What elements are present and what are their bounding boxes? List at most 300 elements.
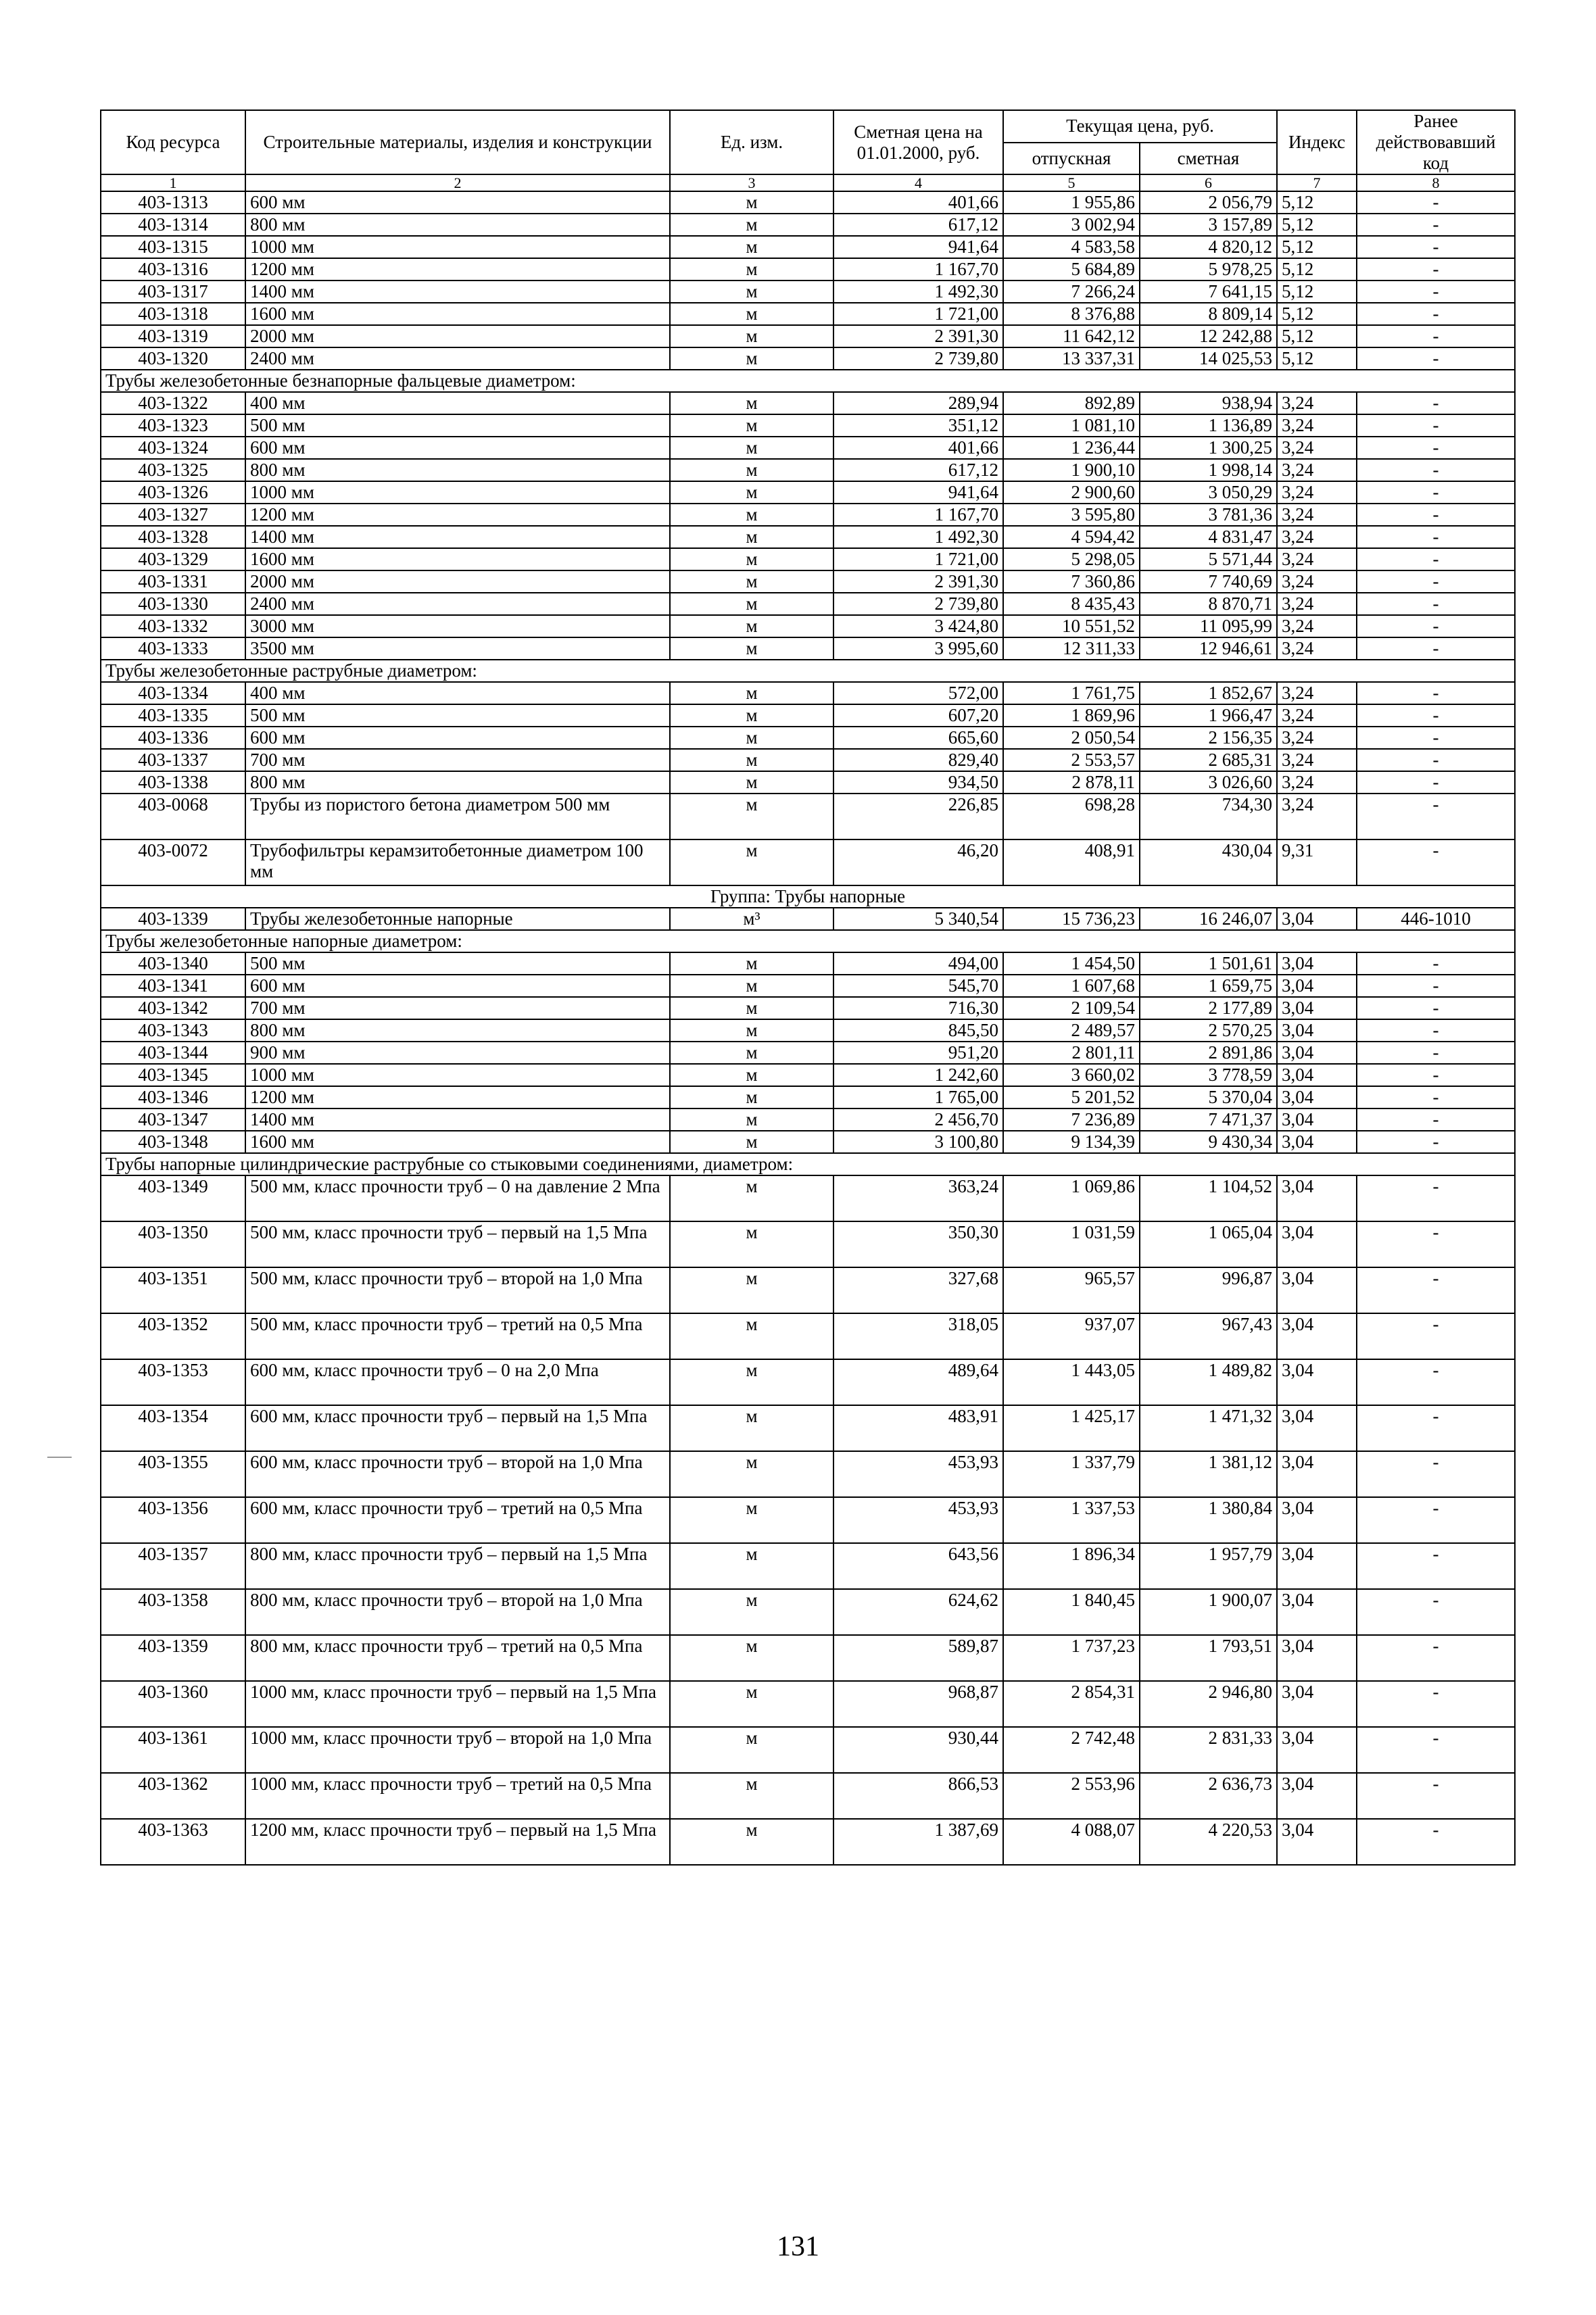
release-price: 2 553,57: [1003, 749, 1140, 771]
header-index: Индекс: [1277, 110, 1357, 174]
table-row: [101, 1221, 1515, 1267]
previous-code: -: [1357, 570, 1515, 593]
unit: м: [670, 771, 833, 794]
estimate-price-2000: 3 100,80: [833, 1131, 1003, 1153]
release-price: 1 069,86: [1003, 1175, 1140, 1221]
resource-code: 403-1360: [101, 1681, 245, 1727]
index: 3,24: [1277, 570, 1357, 593]
resource-code: 403-1333: [101, 637, 245, 660]
table-row: [101, 258, 1515, 281]
resource-code: 403-1350: [101, 1221, 245, 1267]
resource-name: 600 мм, класс прочности труб – третий на 0,5 Мпа: [245, 1497, 670, 1543]
unit: м: [670, 548, 833, 570]
estimate-price-2000: 327,68: [833, 1267, 1003, 1313]
resource-name: 800 мм, класс прочности труб – первый на 1,5 Мпа: [245, 1543, 670, 1589]
estimate-price: 12 946,61: [1140, 637, 1277, 660]
section-subheading-row: [101, 660, 1515, 682]
previous-code: -: [1357, 615, 1515, 637]
release-price: 698,28: [1003, 794, 1140, 839]
resource-code: 403-1327: [101, 504, 245, 526]
table-row: [101, 1451, 1515, 1497]
resource-name: Трубы железобетонные напорные: [245, 908, 670, 930]
release-price: 10 551,52: [1003, 615, 1140, 637]
index: 3,04: [1277, 1019, 1357, 1042]
resource-code: 403-1342: [101, 997, 245, 1019]
index: 3,24: [1277, 392, 1357, 414]
unit: м: [670, 1042, 833, 1064]
index: 3,04: [1277, 908, 1357, 930]
unit: м: [670, 1405, 833, 1451]
release-price: 1 443,05: [1003, 1359, 1140, 1405]
unit: м: [670, 236, 833, 258]
estimate-price-2000: 624,62: [833, 1589, 1003, 1635]
previous-code: -: [1357, 1131, 1515, 1153]
index: 3,04: [1277, 1042, 1357, 1064]
estimate-price: 430,04: [1140, 839, 1277, 885]
table-row: [101, 214, 1515, 236]
estimate-price: 14 025,53: [1140, 347, 1277, 370]
table-row: [101, 1773, 1515, 1819]
unit: м³: [670, 908, 833, 930]
unit: м: [670, 975, 833, 997]
previous-code: -: [1357, 303, 1515, 325]
table-row: [101, 704, 1515, 727]
release-price: 1 896,34: [1003, 1543, 1140, 1589]
resource-code: 403-1326: [101, 481, 245, 504]
previous-code: -: [1357, 1773, 1515, 1819]
index: 3,04: [1277, 997, 1357, 1019]
estimate-price-2000: 289,94: [833, 392, 1003, 414]
index: 5,12: [1277, 236, 1357, 258]
unit: м: [670, 281, 833, 303]
header-estimate-price: Сметная цена на 01.01.2000, руб.: [833, 110, 1003, 174]
release-price: 5 298,05: [1003, 548, 1140, 570]
estimate-price-2000: 318,05: [833, 1313, 1003, 1359]
unit: м: [670, 1773, 833, 1819]
estimate-price-2000: 351,12: [833, 414, 1003, 437]
release-price: 1 761,75: [1003, 682, 1140, 704]
resource-name: 700 мм: [245, 749, 670, 771]
release-price: 1 337,79: [1003, 1451, 1140, 1497]
release-price: 2 742,48: [1003, 1727, 1140, 1773]
index: 3,04: [1277, 1221, 1357, 1267]
estimate-price-2000: 1 167,70: [833, 504, 1003, 526]
release-price: 15 736,23: [1003, 908, 1140, 930]
estimate-price-2000: 2 456,70: [833, 1108, 1003, 1131]
section-subheading-row: [101, 930, 1515, 952]
estimate-price: 7 740,69: [1140, 570, 1277, 593]
header-release: отпускная: [1003, 143, 1140, 175]
release-price: 7 236,89: [1003, 1108, 1140, 1131]
table-row: [101, 481, 1515, 504]
estimate-price: 1 136,89: [1140, 414, 1277, 437]
resource-name: 1000 мм: [245, 1064, 670, 1086]
index: 5,12: [1277, 214, 1357, 236]
col-number: 5: [1003, 174, 1140, 191]
table-row: [101, 997, 1515, 1019]
estimate-price-2000: 1 721,00: [833, 303, 1003, 325]
previous-code: -: [1357, 1497, 1515, 1543]
previous-code: -: [1357, 191, 1515, 214]
table-row: [101, 570, 1515, 593]
estimate-price: 2 156,35: [1140, 727, 1277, 749]
estimate-price-2000: 968,87: [833, 1681, 1003, 1727]
release-price: 2 900,60: [1003, 481, 1140, 504]
unit: м: [670, 1819, 833, 1865]
table-row: [101, 325, 1515, 347]
release-price: 1 900,10: [1003, 459, 1140, 481]
table-row: [101, 191, 1515, 214]
table-row: [101, 1727, 1515, 1773]
previous-code: -: [1357, 682, 1515, 704]
release-price: 892,89: [1003, 392, 1140, 414]
index: 3,04: [1277, 1175, 1357, 1221]
release-price: 1 081,10: [1003, 414, 1140, 437]
previous-code: -: [1357, 839, 1515, 885]
resource-code: 403-1322: [101, 392, 245, 414]
release-price: 8 435,43: [1003, 593, 1140, 615]
unit: м: [670, 704, 833, 727]
index: 9,31: [1277, 839, 1357, 885]
unit: м: [670, 727, 833, 749]
resource-name: 400 мм: [245, 682, 670, 704]
col-number: 3: [670, 174, 833, 191]
estimate-price: 1 900,07: [1140, 1589, 1277, 1635]
resource-name: 2000 мм: [245, 325, 670, 347]
index: 3,24: [1277, 548, 1357, 570]
resource-name: 700 мм: [245, 997, 670, 1019]
previous-code: -: [1357, 1019, 1515, 1042]
resource-code: 403-1319: [101, 325, 245, 347]
index: 5,12: [1277, 347, 1357, 370]
resource-code: 403-1332: [101, 615, 245, 637]
resource-code: 403-1357: [101, 1543, 245, 1589]
section-subheading: Трубы напорные цилиндрические раструбные со стыковыми соединениями, диаметром:: [101, 1153, 1515, 1175]
previous-code: -: [1357, 325, 1515, 347]
col-number: 4: [833, 174, 1003, 191]
index: 3,04: [1277, 1497, 1357, 1543]
resource-name: 1000 мм, класс прочности труб – первый на 1,5 Мпа: [245, 1681, 670, 1727]
estimate-price: 7 471,37: [1140, 1108, 1277, 1131]
release-price: 4 583,58: [1003, 236, 1140, 258]
index: 3,24: [1277, 727, 1357, 749]
index: 3,04: [1277, 1773, 1357, 1819]
estimate-price: 1 659,75: [1140, 975, 1277, 997]
unit: м: [670, 325, 833, 347]
resource-name: 800 мм: [245, 214, 670, 236]
header-prev-code: Ранее действовавший код: [1357, 110, 1515, 174]
index: 3,04: [1277, 1108, 1357, 1131]
resource-code: 403-1356: [101, 1497, 245, 1543]
index: 3,04: [1277, 1267, 1357, 1313]
release-price: 1 236,44: [1003, 437, 1140, 459]
unit: м: [670, 952, 833, 975]
unit: м: [670, 1108, 833, 1131]
previous-code: -: [1357, 1405, 1515, 1451]
release-price: 408,91: [1003, 839, 1140, 885]
resource-name: 1200 мм: [245, 1086, 670, 1108]
index: 3,24: [1277, 437, 1357, 459]
resource-code: 403-1352: [101, 1313, 245, 1359]
previous-code: -: [1357, 1064, 1515, 1086]
estimate-price-2000: 1 492,30: [833, 281, 1003, 303]
estimate-price: 1 471,32: [1140, 1405, 1277, 1451]
resource-name: Трубофильтры керамзитобетонные диаметром 100 мм: [245, 839, 670, 885]
table-row: [101, 952, 1515, 975]
release-price: 5 201,52: [1003, 1086, 1140, 1108]
estimate-price: 11 095,99: [1140, 615, 1277, 637]
unit: м: [670, 749, 833, 771]
table-header: [101, 110, 1515, 191]
previous-code: -: [1357, 727, 1515, 749]
estimate-price: 1 852,67: [1140, 682, 1277, 704]
release-price: 2 050,54: [1003, 727, 1140, 749]
unit: м: [670, 593, 833, 615]
release-price: 3 595,80: [1003, 504, 1140, 526]
table-row: [101, 1042, 1515, 1064]
estimate-price: 4 820,12: [1140, 236, 1277, 258]
estimate-price: 734,30: [1140, 794, 1277, 839]
previous-code: -: [1357, 1451, 1515, 1497]
estimate-price: 9 430,34: [1140, 1131, 1277, 1153]
col-number: 1: [101, 174, 245, 191]
table-row: [101, 1108, 1515, 1131]
table-row: [101, 1635, 1515, 1681]
estimate-price-2000: 226,85: [833, 794, 1003, 839]
estimate-price: 3 781,36: [1140, 504, 1277, 526]
release-price: 2 801,11: [1003, 1042, 1140, 1064]
index: 3,24: [1277, 771, 1357, 794]
previous-code: -: [1357, 1267, 1515, 1313]
section-subheading: Трубы железобетонные раструбные диаметром:: [101, 660, 1515, 682]
resource-code: 403-1353: [101, 1359, 245, 1405]
previous-code: -: [1357, 414, 1515, 437]
estimate-price-2000: 934,50: [833, 771, 1003, 794]
table-body: [101, 191, 1515, 1865]
estimate-price-2000: 350,30: [833, 1221, 1003, 1267]
unit: м: [670, 615, 833, 637]
estimate-price: 1 300,25: [1140, 437, 1277, 459]
resource-name: 600 мм: [245, 437, 670, 459]
estimate-price: 3 778,59: [1140, 1064, 1277, 1086]
resource-code: 403-1330: [101, 593, 245, 615]
table-row: [101, 637, 1515, 660]
resource-code: 403-1334: [101, 682, 245, 704]
resource-code: 403-1354: [101, 1405, 245, 1451]
estimate-price-2000: 1 492,30: [833, 526, 1003, 548]
table-row: [101, 1405, 1515, 1451]
release-price: 1 737,23: [1003, 1635, 1140, 1681]
table-row: [101, 1313, 1515, 1359]
estimate-price: 8 870,71: [1140, 593, 1277, 615]
group-heading: Группа: Трубы напорные: [101, 885, 1515, 908]
estimate-price: 2 056,79: [1140, 191, 1277, 214]
release-price: 1 869,96: [1003, 704, 1140, 727]
col-number: 6: [1140, 174, 1277, 191]
unit: м: [670, 347, 833, 370]
index: 3,04: [1277, 975, 1357, 997]
table-row: [101, 281, 1515, 303]
estimate-price: 2 891,86: [1140, 1042, 1277, 1064]
unit: м: [670, 1019, 833, 1042]
estimate-price-2000: 401,66: [833, 437, 1003, 459]
previous-code: -: [1357, 437, 1515, 459]
release-price: 13 337,31: [1003, 347, 1140, 370]
index: 3,24: [1277, 459, 1357, 481]
group-heading-row: [101, 885, 1515, 908]
estimate-price-2000: 617,12: [833, 459, 1003, 481]
estimate-price: 1 966,47: [1140, 704, 1277, 727]
index: 3,04: [1277, 1727, 1357, 1773]
estimate-price: 8 809,14: [1140, 303, 1277, 325]
resource-name: 1400 мм: [245, 281, 670, 303]
resource-code: 403-1340: [101, 952, 245, 975]
release-price: 5 684,89: [1003, 258, 1140, 281]
release-price: 937,07: [1003, 1313, 1140, 1359]
resource-name: 500 мм: [245, 414, 670, 437]
release-price: 1 840,45: [1003, 1589, 1140, 1635]
unit: м: [670, 459, 833, 481]
index: 3,04: [1277, 1589, 1357, 1635]
unit: м: [670, 526, 833, 548]
resource-name: 500 мм, класс прочности труб – третий на 0,5 Мпа: [245, 1313, 670, 1359]
table-row: [101, 1086, 1515, 1108]
release-price: 3 002,94: [1003, 214, 1140, 236]
index: 3,04: [1277, 1086, 1357, 1108]
estimate-price: 2 946,80: [1140, 1681, 1277, 1727]
estimate-price-2000: 453,93: [833, 1497, 1003, 1543]
unit: м: [670, 1267, 833, 1313]
estimate-price-2000: 829,40: [833, 749, 1003, 771]
estimate-price: 2 831,33: [1140, 1727, 1277, 1773]
resource-name: 600 мм: [245, 727, 670, 749]
estimate-price-2000: 941,64: [833, 481, 1003, 504]
page-number: 131: [777, 2231, 819, 2262]
index: 5,12: [1277, 258, 1357, 281]
unit: м: [670, 1313, 833, 1359]
index: 3,04: [1277, 1131, 1357, 1153]
unit: м: [670, 1064, 833, 1086]
estimate-price-2000: 2 739,80: [833, 593, 1003, 615]
index: 3,24: [1277, 593, 1357, 615]
resource-code: 403-1341: [101, 975, 245, 997]
index: 3,24: [1277, 682, 1357, 704]
estimate-price: 3 050,29: [1140, 481, 1277, 504]
estimate-price-2000: 483,91: [833, 1405, 1003, 1451]
resource-name: 1600 мм: [245, 1131, 670, 1153]
unit: м: [670, 481, 833, 504]
unit: м: [670, 570, 833, 593]
index: 3,04: [1277, 1405, 1357, 1451]
release-price: 12 311,33: [1003, 637, 1140, 660]
estimate-price-2000: 665,60: [833, 727, 1003, 749]
release-price: 965,57: [1003, 1267, 1140, 1313]
estimate-price-2000: 2 739,80: [833, 347, 1003, 370]
table-row: [101, 1681, 1515, 1727]
resource-code: 403-1348: [101, 1131, 245, 1153]
release-price: 2 878,11: [1003, 771, 1140, 794]
previous-code: -: [1357, 593, 1515, 615]
unit: м: [670, 1359, 833, 1405]
previous-code: -: [1357, 1221, 1515, 1267]
resource-name: 1400 мм: [245, 1108, 670, 1131]
table-row: [101, 908, 1515, 930]
resource-name: 600 мм: [245, 975, 670, 997]
unit: м: [670, 637, 833, 660]
resource-name: Трубы из пористого бетона диаметром 500 мм: [245, 794, 670, 839]
resource-code: 403-0068: [101, 794, 245, 839]
estimate-price: 1 065,04: [1140, 1221, 1277, 1267]
release-price: 1 425,17: [1003, 1405, 1140, 1451]
index: 3,04: [1277, 1819, 1357, 1865]
resource-code: 403-1315: [101, 236, 245, 258]
previous-code: -: [1357, 1819, 1515, 1865]
resource-name: 600 мм, класс прочности труб – второй на 1,0 Мпа: [245, 1451, 670, 1497]
resource-code: 403-1355: [101, 1451, 245, 1497]
estimate-price: 1 381,12: [1140, 1451, 1277, 1497]
previous-code: -: [1357, 281, 1515, 303]
table-row: [101, 975, 1515, 997]
index: 3,04: [1277, 1681, 1357, 1727]
index: 3,24: [1277, 615, 1357, 637]
previous-code: -: [1357, 526, 1515, 548]
table-row: [101, 236, 1515, 258]
index: 3,24: [1277, 526, 1357, 548]
resource-code: 403-1323: [101, 414, 245, 437]
previous-code: -: [1357, 347, 1515, 370]
resource-code: 403-1346: [101, 1086, 245, 1108]
col-number: 8: [1357, 174, 1515, 191]
index: 3,04: [1277, 1635, 1357, 1681]
estimate-price-2000: 930,44: [833, 1727, 1003, 1773]
estimate-price: 3 026,60: [1140, 771, 1277, 794]
previous-code: -: [1357, 975, 1515, 997]
estimate-price-2000: 607,20: [833, 704, 1003, 727]
estimate-price-2000: 1 387,69: [833, 1819, 1003, 1865]
margin-mark: [47, 1457, 72, 1458]
previous-code: -: [1357, 1359, 1515, 1405]
resource-name: 1000 мм, класс прочности труб – третий на 0,5 Мпа: [245, 1773, 670, 1819]
release-price: 4 088,07: [1003, 1819, 1140, 1865]
release-price: 8 376,88: [1003, 303, 1140, 325]
estimate-price: 3 157,89: [1140, 214, 1277, 236]
index: 3,24: [1277, 704, 1357, 727]
previous-code: -: [1357, 258, 1515, 281]
estimate-price-2000: 941,64: [833, 236, 1003, 258]
resource-code: 403-1351: [101, 1267, 245, 1313]
resource-code: 403-1318: [101, 303, 245, 325]
table-row: [101, 1497, 1515, 1543]
resource-name: 1000 мм: [245, 236, 670, 258]
estimate-price: 1 501,61: [1140, 952, 1277, 975]
resource-code: 403-1349: [101, 1175, 245, 1221]
section-subheading: Трубы железобетонные безнапорные фальцевые диаметром:: [101, 370, 1515, 392]
resource-name: 600 мм, класс прочности труб – 0 на 2,0 Мпа: [245, 1359, 670, 1405]
index: 5,12: [1277, 325, 1357, 347]
resource-name: 900 мм: [245, 1042, 670, 1064]
table-row: [101, 526, 1515, 548]
unit: м: [670, 1589, 833, 1635]
table-row: [101, 1019, 1515, 1042]
estimate-price-2000: 1 765,00: [833, 1086, 1003, 1108]
estimate-price: 4 220,53: [1140, 1819, 1277, 1865]
resource-code: 403-1314: [101, 214, 245, 236]
index: 3,04: [1277, 1313, 1357, 1359]
release-price: 2 553,96: [1003, 1773, 1140, 1819]
index: 5,12: [1277, 303, 1357, 325]
index: 5,12: [1277, 281, 1357, 303]
resource-code: 403-1325: [101, 459, 245, 481]
